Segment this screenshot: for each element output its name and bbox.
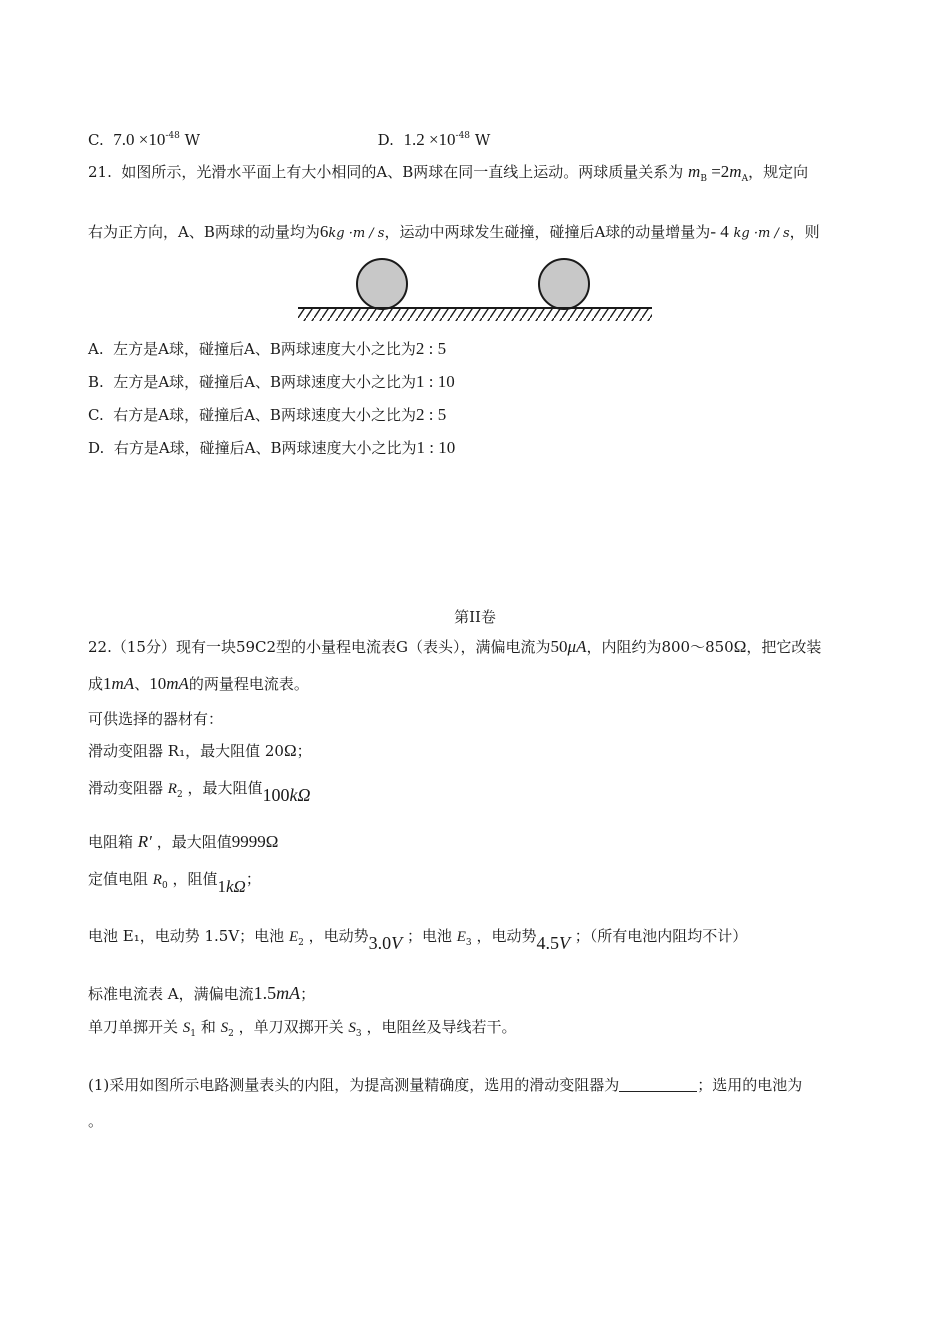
equipment-r0: 定值电阻 $R_0$ ，阻值1kΩ； (88, 870, 261, 896)
q22-stem-line1: 22.（15分）现有一块59C2型的小量程电流表G（表头），满偏电流为50μA，内阻约为800～850Ω，把它改装 (88, 637, 822, 656)
q20-options (88, 126, 490, 150)
ground-hatch (298, 309, 652, 321)
q22-part1-line2: 。 (88, 1112, 104, 1130)
q21-stem-line1: 21. 如图所示，光滑水平面上有大小相同的A、B两球在同一直线上运动。两球质量关系为 $m_B =2m_A$，规定向 (88, 162, 809, 184)
ball-right (539, 259, 589, 309)
equipment-r2: 滑动变阻器 $R_2$ ，最大阻值100kΩ (88, 779, 311, 805)
q21-option-c: C. 右方是A球，碰撞后A、B两球速度大小之比为2 : 5 (88, 405, 447, 424)
q21-option-b: B. 左方是A球，碰撞后A、B两球速度大小之比为1 : 10 (88, 372, 455, 391)
q21-option-d: D. 右方是A球，碰撞后A、B两球速度大小之比为1 : 10 (88, 438, 456, 457)
q22-part1-line1: (1)采用如图所示电路测量表头的内阻，为提高测量精确度，选用的滑动变阻器为 ；选用的电池为 (88, 1076, 803, 1094)
option-c: C. $7.0 \times 10^{-48}$ W (88, 130, 201, 149)
q21-stem-line2: 右为正方向，A、B两球的动量均为6kg ·m / s，运动中两球发生碰撞，碰撞后A球的动量增量为- 4 kg ·m / s，则 (88, 222, 820, 241)
equipment-batteries: 电池 E₁，电动势 1.5V；电池 $E_2$ ，电动势3.0V ；电池 $E_3$ ，电动势4.5V ；（所有电池内阻均不计） (88, 927, 748, 953)
q21-option-a: A. 左方是A球，碰撞后A、B两球速度大小之比为2 : 5 (88, 339, 447, 358)
q22-stem-line2: 成1mA、10mA的两量程电流表。 (88, 674, 309, 693)
equipment-resistance-box: 电阻箱 R′ ，最大阻值9999Ω (88, 832, 279, 851)
equipment-switches: 单刀单掷开关 $S_1$ 和 $S_2$ ，单刀双掷开关 $S_3$ ，电阻丝及导线若干。 (88, 1018, 517, 1039)
two-balls-figure (298, 258, 654, 324)
section-title: 第II卷 (454, 608, 496, 626)
equipment-r1: 滑动变阻器 R₁，最大阻值 20Ω； (88, 741, 312, 760)
option-d: D. $1.2 \times 10^{-48}$ W (377, 130, 491, 149)
equipment-title: 可供选择的器材有： (88, 710, 224, 728)
ball-left (357, 259, 407, 309)
equipment-standard-ammeter: 标准电流表 A，满偏电流1.5mA； (88, 983, 316, 1003)
answer-blank-rheostat[interactable] (619, 1077, 697, 1092)
